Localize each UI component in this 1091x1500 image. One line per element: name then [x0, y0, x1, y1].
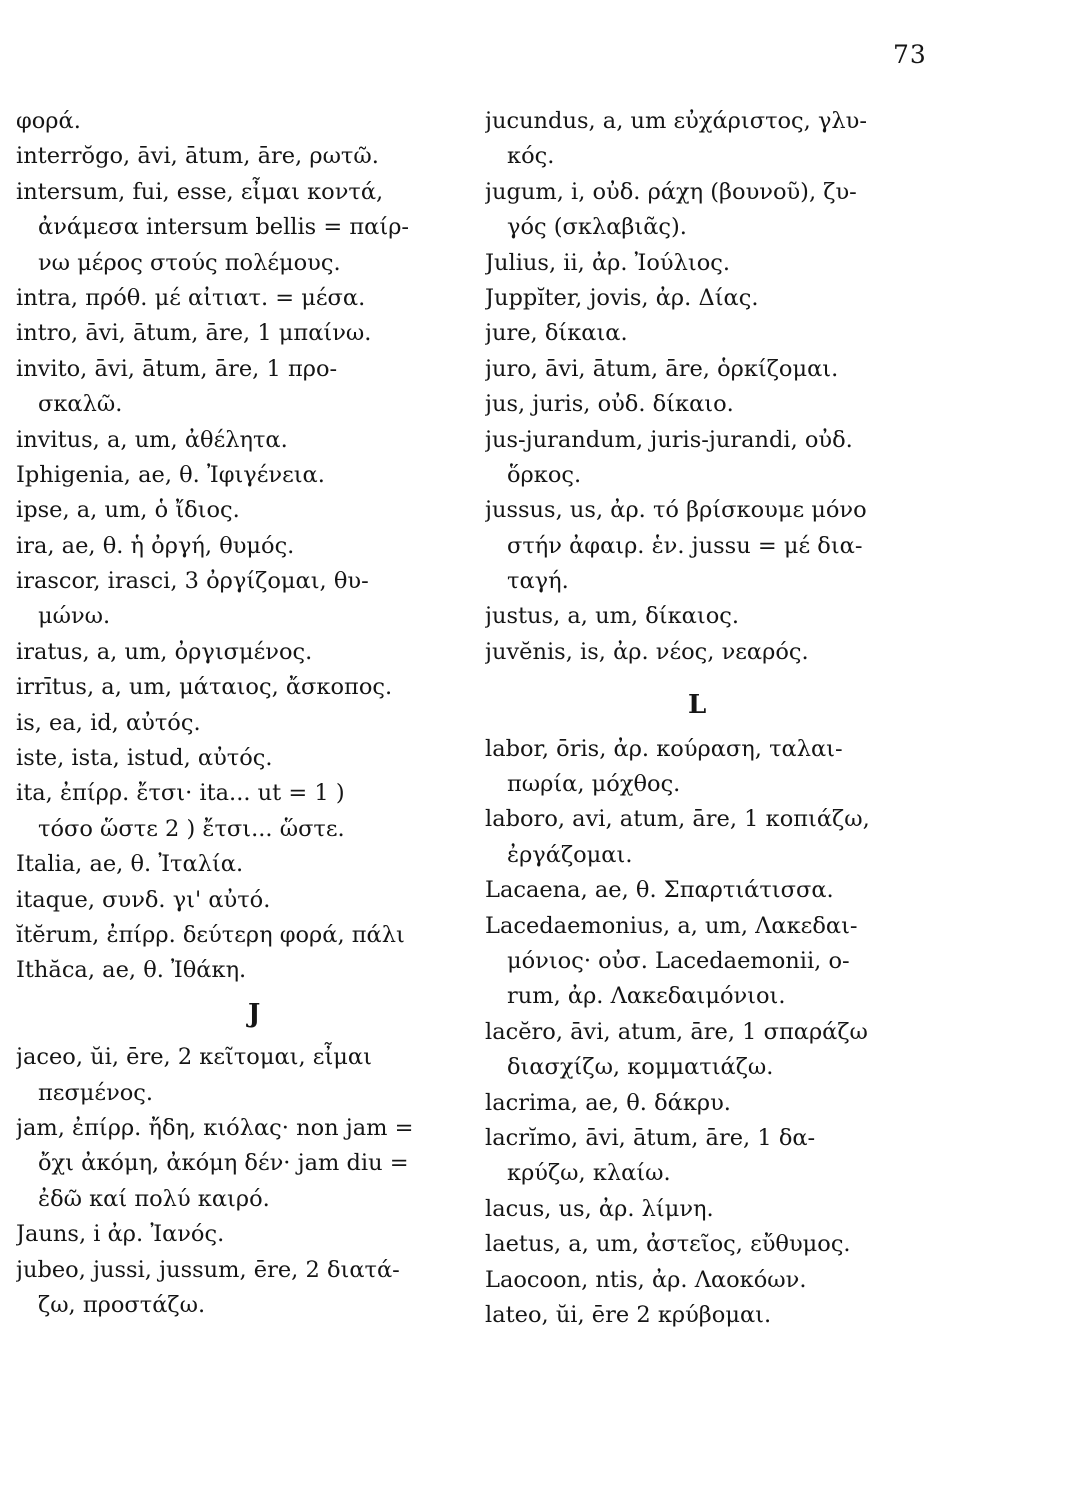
dictionary-line: κρύζω, κλαίω.: [507, 1160, 671, 1187]
dictionary-line: intro, āvi, ātum, āre, 1 μπαίνω.: [16, 320, 372, 347]
page-number: 73: [893, 40, 927, 69]
dictionary-line: laboro, avi, atum, āre, 1 κοπιάζω,: [485, 806, 870, 833]
section-spacer: [485, 670, 925, 688]
dictionary-line: lacĕro, āvi, atum, āre, 1 σπαράζω: [485, 1018, 868, 1045]
left-column: [16, 104, 460, 1323]
dictionary-line: Italia, ae, θ. Ἰταλία.: [16, 851, 244, 878]
right-entries-j: [485, 104, 925, 670]
dictionary-line: τόσο ὥστε 2 ) ἔτσι... ὥστε.: [38, 815, 345, 842]
dictionary-line: lacus, us, ἀρ. λίμνη.: [485, 1195, 714, 1222]
dictionary-line: laetus, a, um, ἀστεῖος, εὔθυμος.: [485, 1231, 851, 1258]
dictionary-line: Ithăca, ae, θ. Ἰθάκη.: [16, 957, 247, 984]
dictionary-line: ĭtĕrum, ἐπίρρ. δεύτερη φορά, πάλι: [16, 921, 405, 948]
dictionary-line: φορά.: [16, 108, 81, 134]
dictionary-line: πωρία, μόχθος.: [507, 771, 681, 798]
dictionary-line: rum, ἀρ. Λακεδαιμόνιοι.: [507, 983, 786, 1010]
dictionary-line: ἐδῶ καί πολύ καιρό.: [38, 1185, 270, 1212]
dictionary-line: lateo, ŭi, ēre 2 κρύβομαι.: [485, 1301, 772, 1328]
dictionary-line: iste, ista, istud, αὐτός.: [16, 745, 273, 772]
dictionary-line: jugum, i, οὐδ. ράχη (βουνοῦ), ζυ-: [485, 178, 857, 205]
dictionary-line: ita, ἐπίρρ. ἔτσι· ita... ut = 1 ): [16, 780, 345, 807]
dictionary-line: jussus, us, ἀρ. τό βρίσκουμε μόνο: [485, 497, 867, 524]
dictionary-line: intersum, fui, esse, εἶμαι κοντά,: [16, 178, 384, 205]
dictionary-line: interrŏgo, āvi, ātum, āre, ρωτῶ.: [16, 143, 379, 170]
dictionary-line: γός (σκλαβιᾶς).: [507, 214, 687, 241]
left-entries-i: [16, 104, 460, 989]
dictionary-line: lacrĭmo, āvi, ātum, āre, 1 δα-: [485, 1124, 816, 1151]
dictionary-line: κός.: [507, 143, 555, 170]
dictionary-line: jubeo, jussi, jussum, ēre, 2 διατά-: [16, 1256, 400, 1283]
dictionary-line: Lacedaemonius, a, um, Λακεδαι-: [485, 912, 858, 939]
dictionary-line: jam, ἐπίρρ. ἤδη, κιόλας· non jam =: [16, 1114, 414, 1141]
dictionary-line: jaceo, ŭi, ēre, 2 κεῖτομαι, εἶμαι: [16, 1044, 372, 1071]
dictionary-line: ὄχι ἀκόμη, ἀκόμη δέν· jam diu =: [38, 1150, 409, 1177]
dictionary-line: Jauns, i ἀρ. Ἰανός.: [16, 1221, 225, 1248]
dictionary-line: juro, āvi, ātum, āre, ὁρκίζομαι.: [485, 355, 839, 382]
dictionary-line: labor, ōris, ἀρ. κούραση, ταλαι-: [485, 735, 843, 762]
dictionary-line: σκαλῶ.: [38, 391, 123, 418]
dictionary-line: irrītus, a, um, μάταιος, ἄσκοπος.: [16, 674, 393, 701]
dictionary-line: ταγή.: [507, 568, 569, 595]
dictionary-line: Laocoon, ntis, ἀρ. Λαοκόων.: [485, 1266, 807, 1293]
right-column: [485, 104, 925, 1333]
dictionary-line: στήν ἀφαιρ. ἑν. jussu = μέ δια-: [507, 532, 863, 559]
dictionary-line: ὅρκος.: [507, 461, 582, 488]
dictionary-line: iratus, a, um, ὀργισμένος.: [16, 638, 313, 665]
dictionary-line: ἀνάμεσα intersum bellis = παίρ-: [38, 214, 410, 241]
dictionary-line: πεσμένος.: [38, 1079, 154, 1106]
dictionary-line: jucundus, a, um εὐχάριστος, γλυ-: [485, 108, 867, 134]
dictionary-line: μόνιος· οὐσ. Lacedaemonii, o-: [507, 947, 850, 974]
dictionary-line: irascor, irasci, 3 ὀργίζομαι, θυ-: [16, 568, 369, 595]
dictionary-line: ira, ae, θ. ἡ ὀργή, θυμός.: [16, 532, 295, 559]
dictionary-line: Lacaena, ae, θ. Σπαρτιάτισσα.: [485, 877, 834, 904]
dictionary-line: justus, a, um, δίκαιος.: [485, 603, 739, 630]
dictionary-line: jure, δίκαια.: [485, 320, 628, 347]
dictionary-line: ζω, προστάζω.: [38, 1291, 206, 1318]
dictionary-line: invito, āvi, ātum, āre, 1 προ-: [16, 355, 338, 382]
dictionary-line: Iphigenia, ae, θ. Ἰφιγένεια.: [16, 461, 325, 488]
section-heading-j: J: [248, 998, 261, 1029]
dictionary-line: jus, juris, οὐδ. δίκαιο.: [485, 391, 734, 418]
dictionary-line: juvĕnis, is, ἀρ. νέος, νεαρός.: [485, 638, 809, 665]
dictionary-line: invitus, a, um, ἀθέλητα.: [16, 426, 288, 453]
dictionary-line: itaque, συνδ. γι' αὐτό.: [16, 886, 271, 913]
dictionary-line: lacrima, ae, θ. δάκρυ.: [485, 1089, 731, 1116]
section-heading-l: L: [688, 690, 707, 721]
dictionary-line: διασχίζω, κομματιάζω.: [507, 1054, 774, 1081]
dictionary-line: Julius, ii, ἀρ. Ἰούλιος.: [485, 249, 730, 276]
dictionary-line: ipse, a, um, ὁ ἴδιος.: [16, 497, 240, 524]
dictionary-line: jus-jurandum, juris-jurandi, οὐδ.: [485, 426, 853, 453]
dictionary-line: intra, πρόθ. μέ αἰτιατ. = μέσα.: [16, 284, 366, 311]
dictionary-line: νω μέρος στούς πολέμους.: [38, 249, 341, 276]
dictionary-line: is, ea, id, αὐτός.: [16, 709, 201, 736]
left-entries-j: [16, 1040, 460, 1323]
right-entries-l: [485, 732, 925, 1334]
dictionary-line: ἐργάζομαι.: [507, 841, 633, 868]
dictionary-line: μώνω.: [38, 603, 111, 630]
dictionary-line: Juppĭter, jovis, ἀρ. Δίας.: [485, 284, 759, 311]
